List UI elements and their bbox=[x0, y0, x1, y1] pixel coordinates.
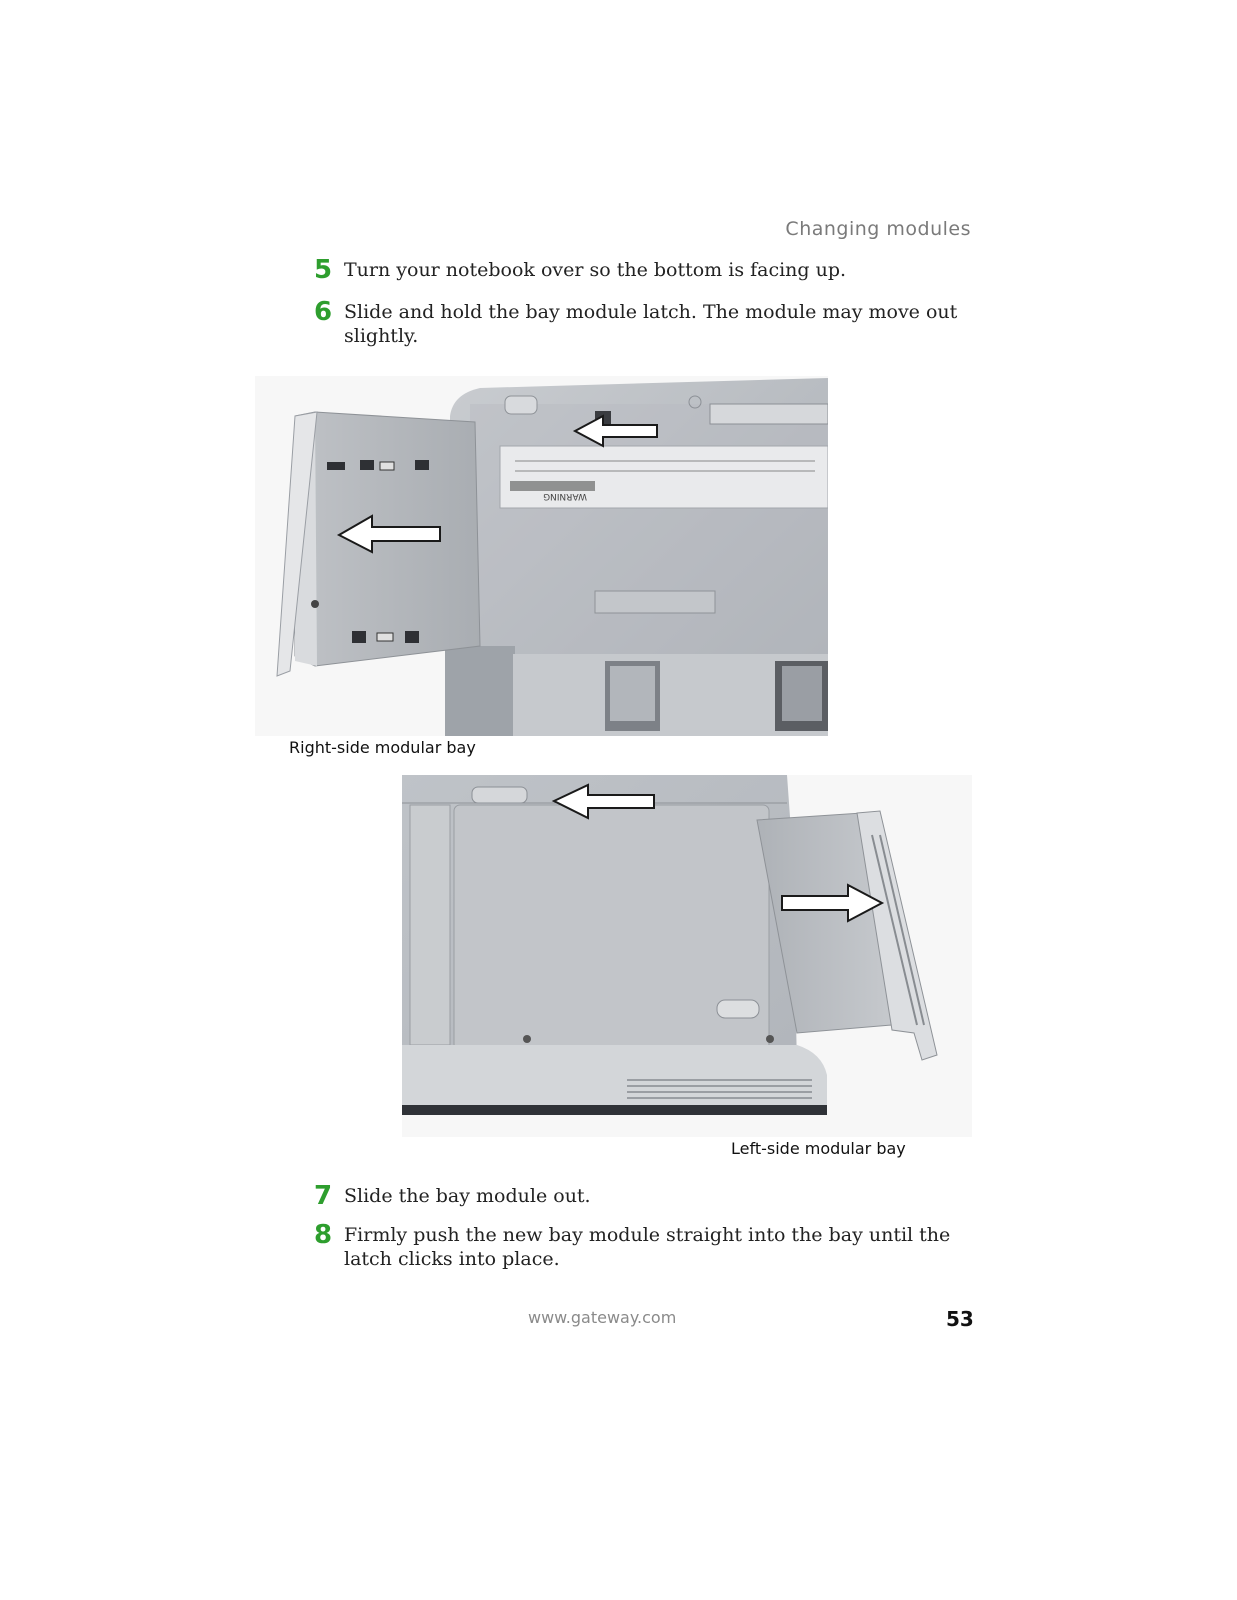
step-number: 5 bbox=[314, 255, 333, 285]
step-5 bbox=[314, 255, 974, 285]
step-number: 7 bbox=[314, 1181, 333, 1211]
page-number: 53 bbox=[946, 1307, 974, 1331]
step-text: Slide and hold the bay module latch. The module may move out slightly. bbox=[344, 301, 958, 347]
section-title: Changing modules bbox=[785, 218, 971, 240]
step-text: Turn your notebook over so the bottom is facing up. bbox=[344, 259, 847, 281]
footer-url: www.gateway.com bbox=[528, 1308, 677, 1327]
step-8 bbox=[314, 1220, 974, 1271]
right-side-bay-photo bbox=[255, 376, 828, 736]
label-warning-text: WARNING bbox=[543, 491, 587, 501]
step-text: Firmly push the new bay module straight into the bay until the latch clicks into place. bbox=[344, 1224, 951, 1270]
step-7 bbox=[314, 1181, 974, 1211]
left-side-bay-photo bbox=[402, 775, 972, 1137]
step-text: Slide the bay module out. bbox=[344, 1185, 591, 1207]
right-side-bay-caption: Right-side modular bay bbox=[289, 738, 476, 757]
step-6 bbox=[314, 297, 974, 348]
step-number: 8 bbox=[314, 1220, 333, 1250]
step-number: 6 bbox=[314, 297, 333, 327]
left-side-bay-caption: Left-side modular bay bbox=[731, 1139, 906, 1158]
